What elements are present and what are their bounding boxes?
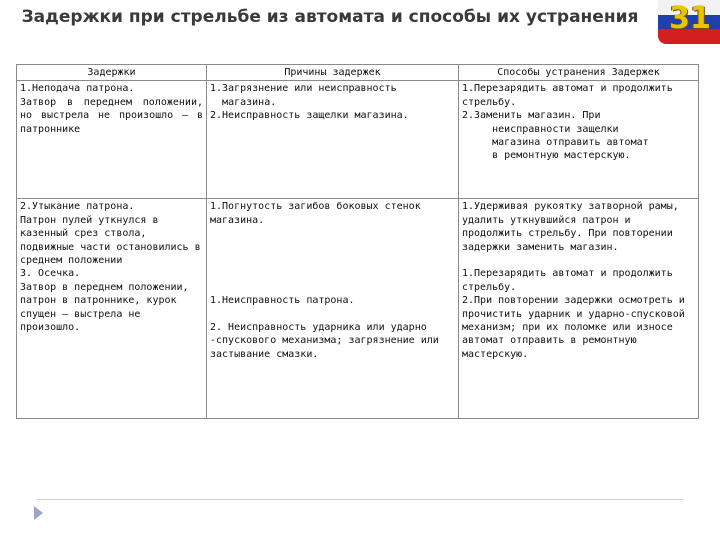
page-number: 31: [669, 1, 711, 36]
next-arrow-icon[interactable]: [34, 506, 43, 520]
table-row: [17, 199, 699, 419]
cause-cell: 1.Загрязнение или неисправность магазина. 2.Неисправность защелки магазина.: [207, 81, 459, 199]
header-remedies: Способы устранения Задержек: [459, 65, 699, 81]
table-row: [17, 81, 699, 199]
footer-divider: [36, 499, 684, 500]
header-causes: Причины задержек: [207, 65, 459, 81]
slide-title: Задержки при стрельбе из автомата и способы их устранения: [21, 7, 639, 27]
delay-cell: 2.Утыкание патрона. Патрон пулей уткнулся в казенный срез ствола, подвижные части остановились в среднем положении 3. Осечка. Затвор в переднем положении, патрон в патроннике, курок спущен – выстрела не произошло.: [17, 199, 207, 419]
delays-table: [16, 64, 699, 419]
delay-cell: 1.Неподача патрона. Затвор в переднем положении, но выстрела не произошло – в патроннике: [17, 81, 207, 199]
cause-cell: 1.Погнутость загибов боковых стенок магазина. 1.Неисправность патрона. 2. Неисправность ударника или ударно -спускового механизма; загрязнение или застывание смазки.: [207, 199, 459, 419]
remedy-cell: 1.Удерживая рукоятку затворной рамы, удалить уткнувшийся патрон и продолжить стрельбу. При повторении задержки заменить магазин. 1.Перезарядить автомат и продолжить стрельбу. 2.При повторении задержки осмотреть и прочистить ударник и ударно-спусковой механизм; при их поломке или износе автомат отправить в ремонтную мастерскую.: [459, 199, 699, 419]
header-delays: Задержки: [17, 65, 207, 81]
table-header-row: [17, 65, 699, 81]
remedy-cell: 1.Перезарядить автомат и продолжить стрельбу. 2.Заменить магазин. При неисправности защелки магазина отправить автомат в ремонтную мастерскую.: [459, 81, 699, 199]
